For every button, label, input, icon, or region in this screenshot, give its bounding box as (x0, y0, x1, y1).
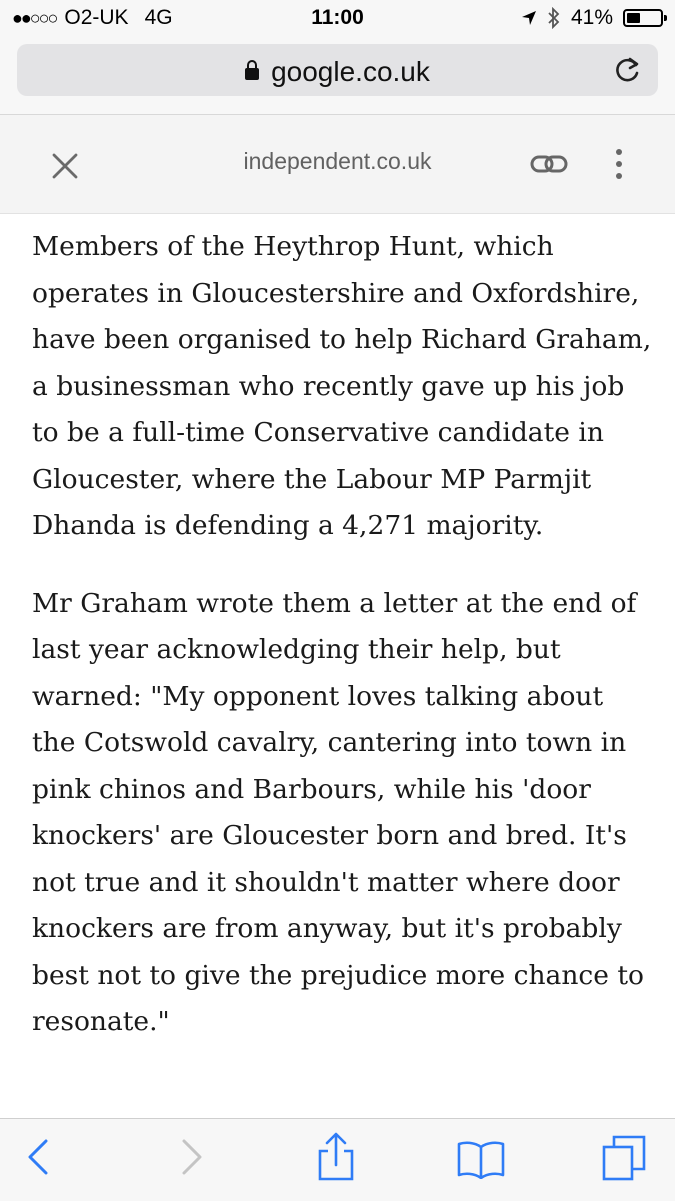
share-icon[interactable] (314, 1131, 358, 1183)
battery-fill (627, 13, 640, 23)
link-icon[interactable] (530, 151, 568, 177)
tabs-icon[interactable] (600, 1133, 648, 1183)
address-field[interactable] (17, 44, 658, 96)
reload-icon[interactable] (610, 53, 644, 87)
clock: 11:00 (311, 6, 364, 29)
browser-toolbar (0, 1118, 675, 1201)
source-domain: independent.co.uk (243, 148, 432, 174)
back-icon[interactable] (24, 1137, 52, 1177)
article-paragraph-2: Mr Graham wrote them a letter at the end of last year acknowledging their help, but warned: "My opponent loves talking about the Cotswold cavalry, cantering into town in pink chinos and Barbours, while his 'door knockers' are Gloucester born and bred. It's not true and it shouldn't matter where door knockers are from anyway, but it's probably best not to give the prejudice more chance to resonate." (32, 587, 644, 1037)
bookmarks-icon[interactable] (456, 1139, 506, 1179)
forward-icon[interactable] (178, 1137, 206, 1177)
status-bar (0, 0, 675, 36)
article-body (32, 224, 652, 1077)
bluetooth-icon (547, 7, 561, 29)
address-bar-area (0, 36, 675, 115)
status-right (521, 6, 663, 30)
amp-header-bar (0, 115, 675, 214)
network-type: 4G (144, 6, 173, 29)
signal-strength-icon: ●●○○○ (12, 7, 57, 28)
carrier-name: O2-UK (64, 6, 129, 29)
battery-icon (623, 9, 663, 27)
url-text: google.co.uk (271, 56, 430, 87)
battery-percentage: 41% (570, 6, 613, 29)
url-display[interactable] (17, 56, 658, 88)
lock-icon (245, 68, 259, 80)
location-arrow-icon (521, 10, 537, 26)
article-paragraph-1: Members of the Heythrop Hunt, which operates in Gloucestershire and Oxfordshire, have been organised to help Richard Graham, a businessman who recently gave up his job to be a full-time Conservative candidate in Gloucester, where the Labour MP Parmjit Dhanda is defending a 4,271 majority. (32, 231, 652, 541)
more-options-icon[interactable] (612, 145, 626, 189)
